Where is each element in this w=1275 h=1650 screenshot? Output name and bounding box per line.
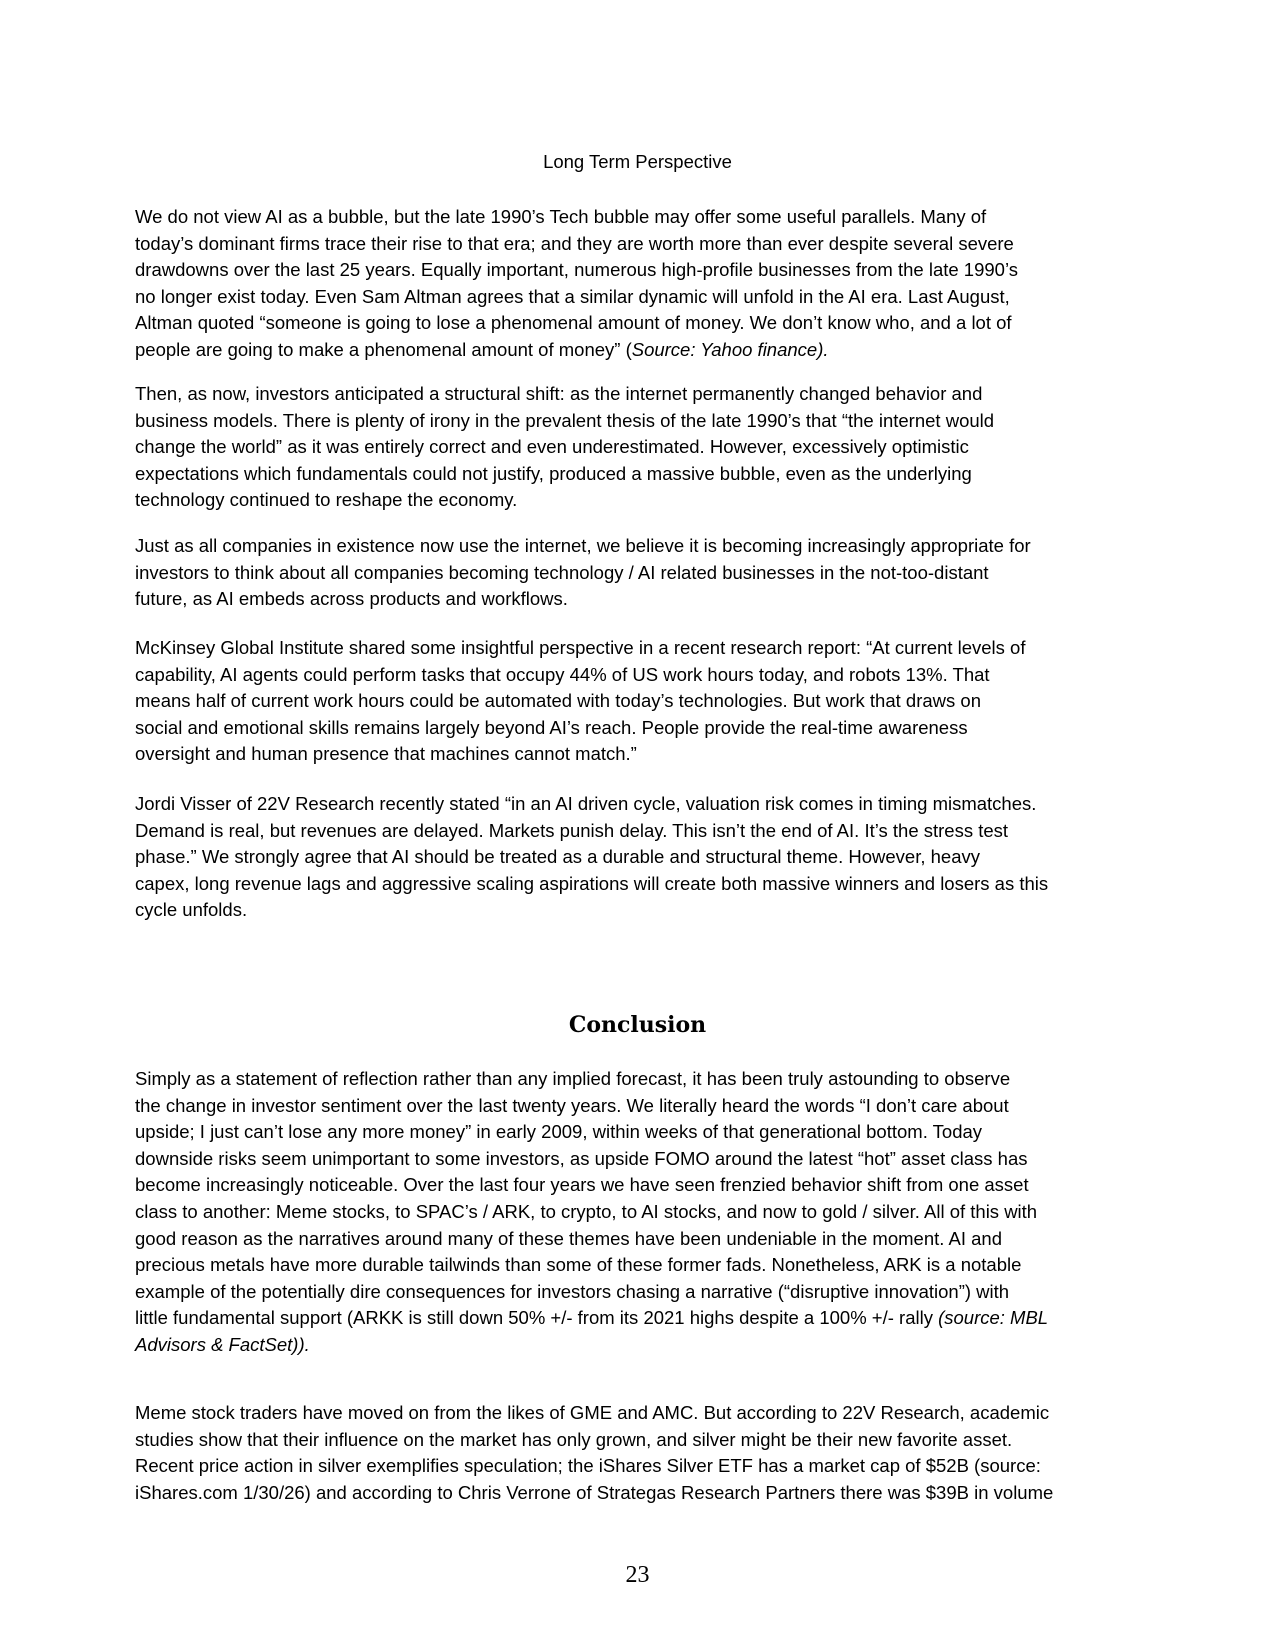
text-fragment: little fundamental support (ARKK is still down 50% +/- from its 2021 highs despite a 100% +/- rally [135,1307,939,1329]
text-line: Just as all companies in existence now use the internet, we believe it is becoming increasingly appropriate for [135,535,1031,556]
text-line: oversight and human presence that machines cannot match.” [135,743,637,765]
conclusion-heading: Conclusion [568,1012,707,1038]
text-line: class to another: Meme stocks, to SPAC’s / ARK, to crypto, to AI stocks, and now to gold / silver. All of this with [135,1200,1038,1222]
text-line: iShares.com 1/30/26) and according to Chris Verrone of Strategas Research Partners there was $39B in volume [135,1481,1054,1503]
text-line: example of the potentially dire consequences for investors chasing a narrative (“disruptive innovation”) with [135,1280,1010,1302]
text-line: future, as AI embeds across products and workflows. [135,588,568,610]
text-line [135,337,1140,364]
text-line: investors to think about all companies becoming technology / AI related businesses in the not-too-distant [135,561,989,583]
text-line: no longer exist today. Even Sam Altman agrees that a similar dynamic will unfold in the AI era. Last August, [135,285,1010,307]
text-fragment: people are going to make a phenomenal amount of money” ( [135,338,632,360]
source-citation: Advisors & FactSet)). [135,1333,310,1355]
source-citation: Source: Yahoo finance). [631,338,829,360]
text-line: expectations which fundamentals could not justify, produced a massive bubble, even as the underlying [135,462,972,484]
text-line: Simply as a statement of reflection rather than any implied forecast, it has been truly astounding to observe [135,1068,1011,1089]
text-line: studies show that their influence on the market has only grown, and silver might be their new favorite asset. [135,1428,1013,1450]
text-line: We do not view AI as a bubble, but the late 1990’s Tech bubble may offer some useful parallels. Many of [135,206,987,227]
text-line: cycle unfolds. [135,899,248,921]
paragraph-meme-stock-traders [135,1400,1140,1506]
text-line: capex, long revenue lags and aggressive scaling aspirations will create both massive winners and losers as this [135,872,1049,894]
paragraph-mckinsey [135,635,1140,768]
text-line: downside risks seem unimportant to some investors, as upside FOMO around the latest “hot” asset class has [135,1147,1028,1169]
text-line: drawdowns over the last 25 years. Equally important, numerous high-profile businesses from the late 1990’s [135,259,1018,281]
text-line: Altman quoted “someone is going to lose a phenomenal amount of money. We don’t know who, and a lot of [135,312,1012,334]
paragraph-structural-shift [135,381,1140,514]
text-line: technology continued to reshape the economy. [135,489,518,511]
text-line [135,1332,1140,1359]
page-number: 23 [625,1562,650,1588]
paragraph-jordi-visser [135,791,1140,924]
text-line: precious metals have more durable tailwinds than some of these former fads. Nonetheless, ARK is a notable [135,1254,1022,1276]
text-line: capability, AI agents could perform tasks that occupy 44% of US work hours today, and robots 13%. That [135,663,990,685]
text-line: means half of current work hours could be automated with today’s technologies. But work that draws on [135,690,981,712]
text-line: the change in investor sentiment over the last twenty years. We literally heard the words “I don’t care about [135,1094,1009,1116]
text-line: become increasingly noticeable. Over the last four years we have seen frenzied behavior shift from one asset [135,1174,1029,1196]
text-line: phase.” We strongly agree that AI should be treated as a durable and structural theme. However, heavy [135,846,980,868]
paragraph-technology-businesses [135,533,1140,613]
source-citation: (source: MBL [938,1307,1049,1329]
text-line: today’s dominant firms trace their rise to that era; and they are worth more than ever despite several severe [135,232,1014,254]
text-line: Jordi Visser of 22V Research recently stated “in an AI driven cycle, valuation risk comes in timing mismatches. [135,793,1037,814]
text-line: Demand is real, but revenues are delayed. Markets punish delay. This isn’t the end of AI. It’s the stress test [135,819,1009,841]
text-line: upside; I just can’t lose any more money” in early 2009, within weeks of that generational bottom. Today [135,1121,983,1143]
paragraph-investor-sentiment [135,1066,1140,1359]
paragraph-ai-bubble [135,204,1140,364]
text-line: social and emotional skills remains largely beyond AI’s reach. People provide the real-time awareness [135,716,968,738]
text-line [135,1305,1140,1332]
text-line: Meme stock traders have moved on from the likes of GME and AMC. But according to 22V Research, academic [135,1402,1050,1423]
text-line: business models. There is plenty of irony in the prevalent thesis of the late 1990’s that “the internet would [135,409,995,431]
section-title: Long Term Perspective [543,151,732,172]
text-line: good reason as the narratives around many of these themes have been undeniable in the moment. AI and [135,1227,1002,1249]
text-line: change the world” as it was entirely correct and even underestimated. However, excessively optimistic [135,436,969,458]
text-line: McKinsey Global Institute shared some insightful perspective in a recent research report: “At current levels of [135,637,1026,658]
text-line: Recent price action in silver exemplifies speculation; the iShares Silver ETF has a market cap of $52B (source: [135,1455,1041,1477]
text-line: Then, as now, investors anticipated a structural shift: as the internet permanently changed behavior and [135,383,983,404]
